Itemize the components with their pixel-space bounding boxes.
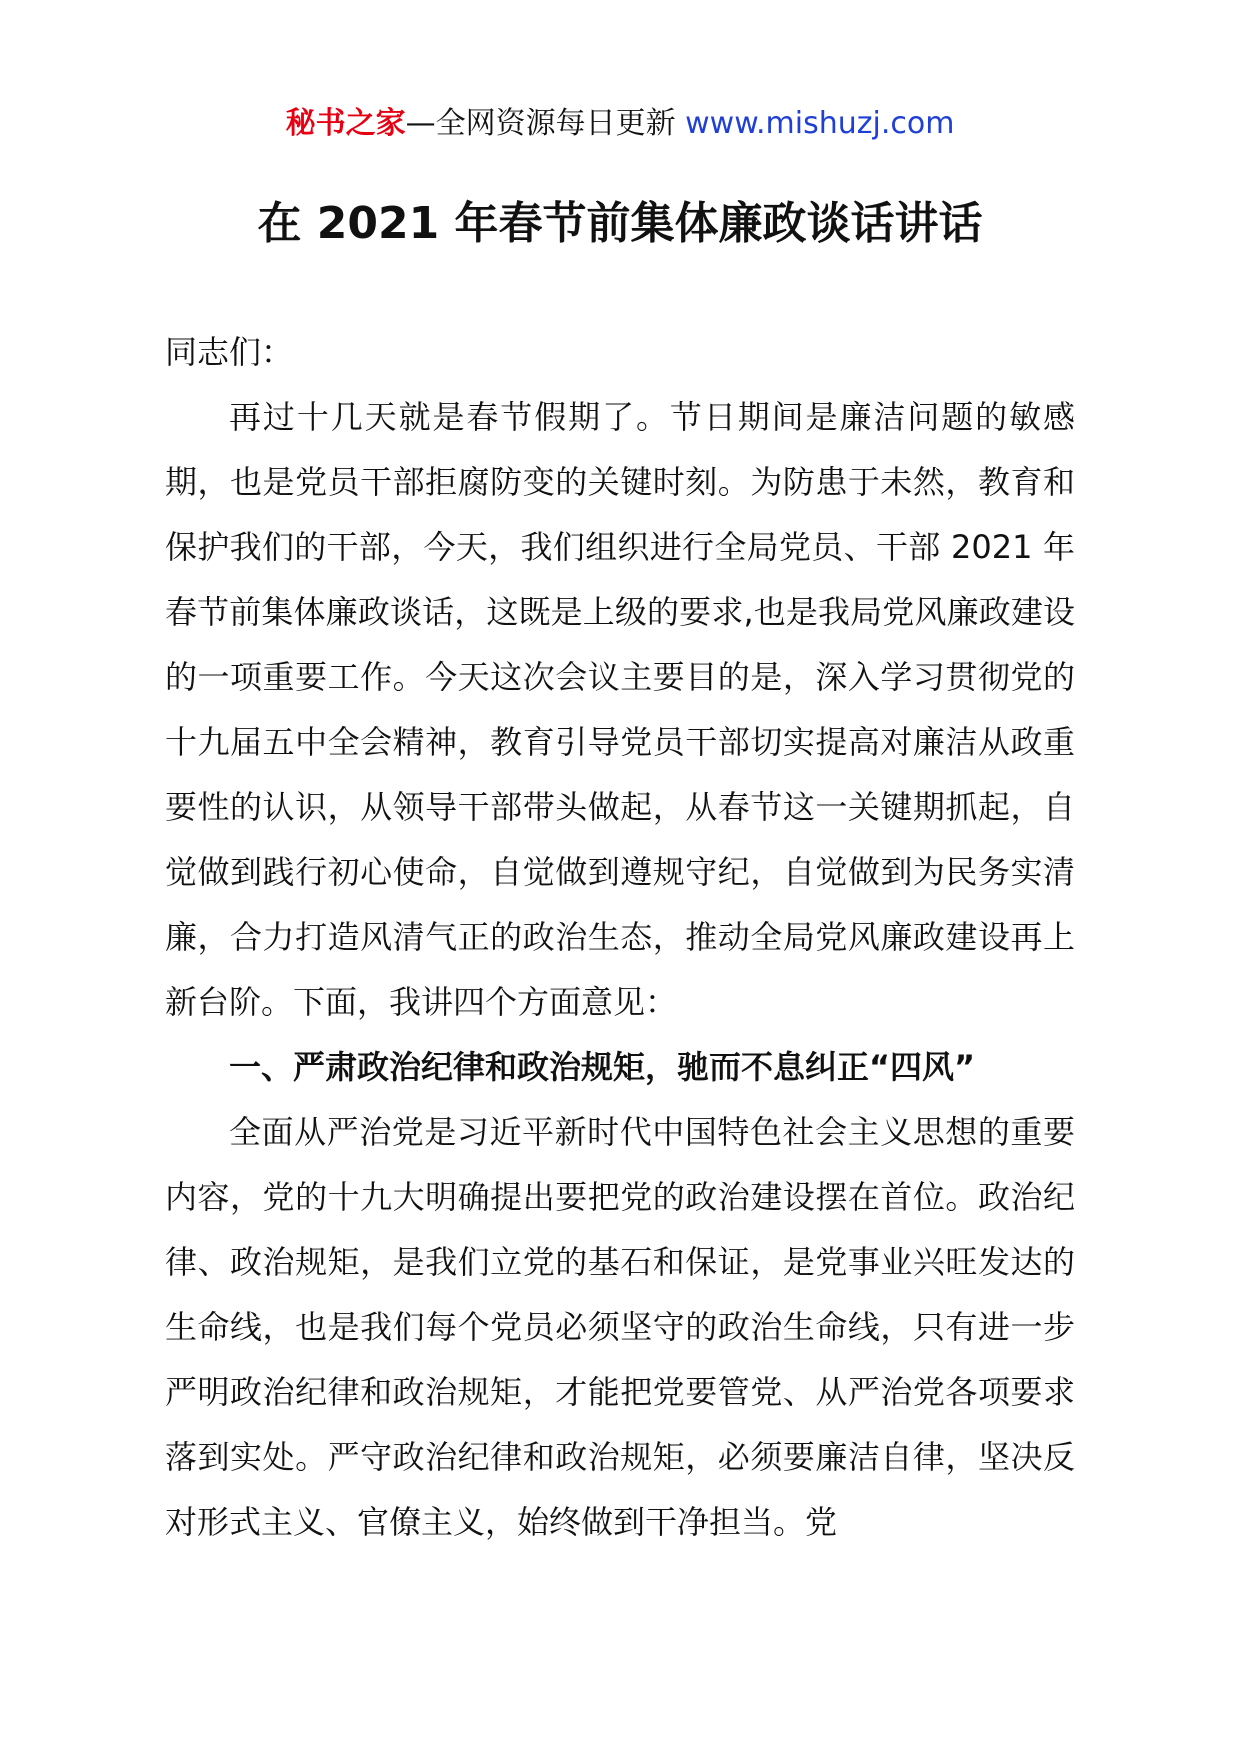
salutation: 同志们： xyxy=(165,333,294,371)
site-url-link[interactable]: www.mishuzj.com xyxy=(685,106,955,141)
document-title: 在 2021 年春节前集体廉政谈话讲话 xyxy=(257,198,983,249)
site-tagline: —全网资源每日更新 xyxy=(405,106,686,141)
section-heading: 一、严肃政治纪律和政治规矩，驰而不息纠正“四风” xyxy=(229,1048,976,1086)
document-body xyxy=(165,320,1075,1555)
paragraph: 再过十几天就是春节假期了。节日期间是廉洁问题的敏感期，也是党员干部拒腐防变的关键时刻。为防患于未然，教育和保护我们的干部，今天，我们组织进行全局党员、干部 2021 年春节前集体廉政谈话，这既是上级的要求,也是我局党风廉政建设的一项重要工作。今天这次会议主要目的是，深入学习贯彻党的十九届五中全会精神，教育引导党员干部切实提高对廉洁从政重要性的认识，从领导干部带头做起，从春节这一关键期抓起，自觉做到践行初心使命，自觉做到遵规守纪，自觉做到为民务实清廉，合力打造风清气正的政治生态，推动全局党风廉政建设再上新台阶。下面，我讲四个方面意见： xyxy=(165,398,1075,1021)
site-header xyxy=(0,104,1240,144)
paragraph: 全面从严治党是习近平新时代中国特色社会主义思想的重要内容，党的十九大明确提出要把党的政治建设摆在首位。政治纪律、政治规矩，是我们立党的基石和保证，是党事业兴旺发达的生命线，也是我们每个党员必须坚守的政治生命线，只有进一步严明政治纪律和政治规矩，才能把党要管党、从严治党各项要求落到实处。严守政治纪律和政治规矩，必须要廉洁自律，坚决反对形式主义、官僚主义，始终做到干净担当。党 xyxy=(165,1113,1075,1541)
brand-name: 秘书之家 xyxy=(285,106,406,141)
